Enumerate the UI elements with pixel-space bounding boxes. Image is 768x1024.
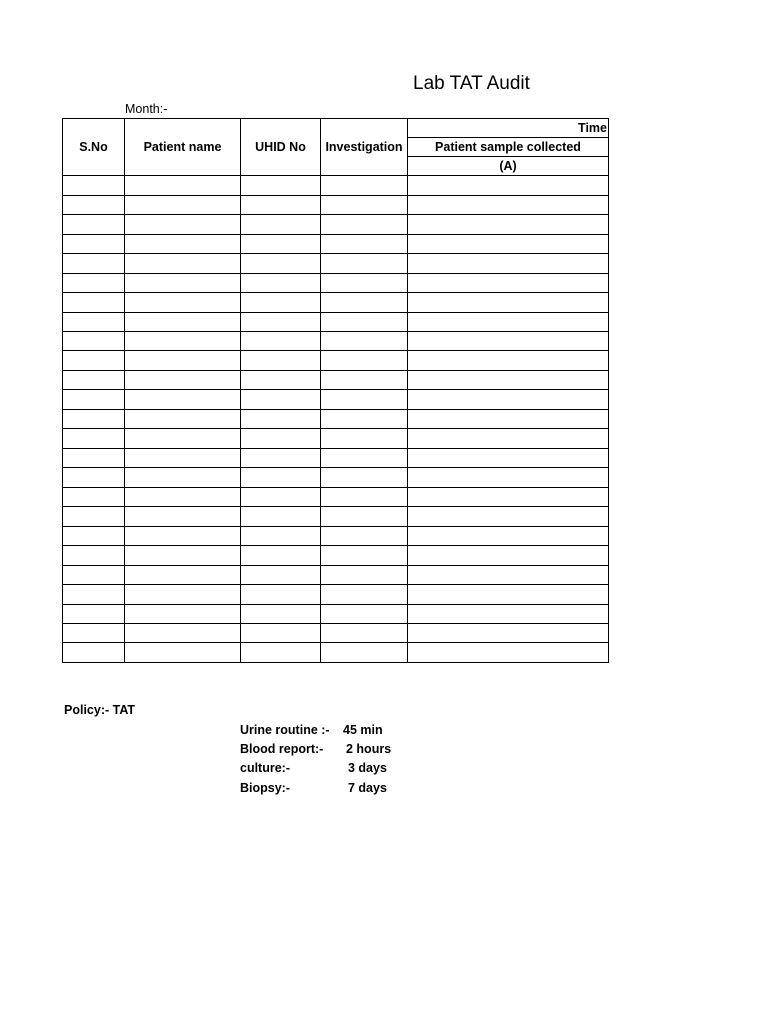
cell-investigation[interactable] xyxy=(321,409,408,428)
cell-patient-name[interactable] xyxy=(125,643,241,663)
cell-sample-collected[interactable] xyxy=(408,585,609,604)
cell-investigation[interactable] xyxy=(321,487,408,506)
cell-sno[interactable] xyxy=(63,624,125,643)
cell-uhid[interactable] xyxy=(241,254,321,273)
cell-sample-collected[interactable] xyxy=(408,390,609,409)
cell-investigation[interactable] xyxy=(321,448,408,467)
cell-sample-collected[interactable] xyxy=(408,370,609,389)
cell-sno[interactable] xyxy=(63,293,125,312)
cell-sno[interactable] xyxy=(63,370,125,389)
cell-sample-collected[interactable] xyxy=(408,546,609,565)
cell-sample-collected[interactable] xyxy=(408,331,609,350)
cell-sample-collected[interactable] xyxy=(408,643,609,663)
header-time: Time xyxy=(408,119,609,138)
tat-value: 7 days xyxy=(348,781,387,795)
cell-investigation[interactable] xyxy=(321,604,408,623)
cell-sno[interactable] xyxy=(63,565,125,584)
cell-sample-collected[interactable] xyxy=(408,195,609,214)
cell-uhid[interactable] xyxy=(241,546,321,565)
cell-sample-collected[interactable] xyxy=(408,293,609,312)
table-row xyxy=(63,215,609,234)
cell-sample-collected[interactable] xyxy=(408,254,609,273)
table-row xyxy=(63,293,609,312)
document-title: Lab TAT Audit xyxy=(413,73,530,94)
policy-title: Policy:- TAT xyxy=(64,703,136,717)
cell-sno[interactable] xyxy=(63,507,125,526)
table-row xyxy=(63,624,609,643)
cell-patient-name[interactable] xyxy=(125,468,241,487)
table-row xyxy=(63,604,609,623)
cell-investigation[interactable] xyxy=(321,370,408,389)
cell-uhid[interactable] xyxy=(241,176,321,195)
table-row xyxy=(63,254,609,273)
cell-uhid[interactable] xyxy=(241,526,321,545)
cell-patient-name[interactable] xyxy=(125,331,241,350)
tat-name: Urine routine :- xyxy=(240,723,330,737)
cell-uhid[interactable] xyxy=(241,234,321,253)
cell-sno[interactable] xyxy=(63,448,125,467)
cell-sno[interactable] xyxy=(63,390,125,409)
cell-investigation[interactable] xyxy=(321,215,408,234)
tat-value: 45 min xyxy=(343,723,383,737)
cell-patient-name[interactable] xyxy=(125,604,241,623)
tat-name: Blood report:- xyxy=(240,742,324,756)
table-row xyxy=(63,448,609,467)
cell-sno[interactable] xyxy=(63,429,125,448)
table-row xyxy=(63,409,609,428)
cell-sno[interactable] xyxy=(63,234,125,253)
cell-patient-name[interactable] xyxy=(125,487,241,506)
cell-investigation[interactable] xyxy=(321,468,408,487)
cell-patient-name[interactable] xyxy=(125,507,241,526)
cell-investigation[interactable] xyxy=(321,526,408,545)
cell-investigation[interactable] xyxy=(321,429,408,448)
tat-value: 3 days xyxy=(348,761,387,775)
cell-patient-name[interactable] xyxy=(125,390,241,409)
table-row xyxy=(63,370,609,389)
cell-sample-collected[interactable] xyxy=(408,312,609,331)
cell-uhid[interactable] xyxy=(241,507,321,526)
cell-patient-name[interactable] xyxy=(125,526,241,545)
cell-patient-name[interactable] xyxy=(125,312,241,331)
cell-sno[interactable] xyxy=(63,643,125,663)
cell-uhid[interactable] xyxy=(241,624,321,643)
table-row xyxy=(63,546,609,565)
month-label: Month:- xyxy=(125,102,168,116)
cell-investigation[interactable] xyxy=(321,507,408,526)
cell-sample-collected[interactable] xyxy=(408,624,609,643)
tat-row xyxy=(240,780,440,799)
cell-patient-name[interactable] xyxy=(125,273,241,292)
cell-investigation[interactable] xyxy=(321,390,408,409)
cell-uhid[interactable] xyxy=(241,643,321,663)
cell-sno[interactable] xyxy=(63,312,125,331)
cell-patient-name[interactable] xyxy=(125,234,241,253)
cell-sample-collected[interactable] xyxy=(408,273,609,292)
cell-sample-collected[interactable] xyxy=(408,176,609,195)
cell-investigation[interactable] xyxy=(321,234,408,253)
cell-investigation[interactable] xyxy=(321,176,408,195)
table-row xyxy=(63,312,609,331)
cell-investigation[interactable] xyxy=(321,643,408,663)
cell-sno[interactable] xyxy=(63,409,125,428)
cell-uhid[interactable] xyxy=(241,448,321,467)
table-row xyxy=(63,234,609,253)
table-row xyxy=(63,331,609,350)
cell-uhid[interactable] xyxy=(241,293,321,312)
cell-uhid[interactable] xyxy=(241,312,321,331)
cell-uhid[interactable] xyxy=(241,487,321,506)
table-row xyxy=(63,176,609,195)
cell-uhid[interactable] xyxy=(241,429,321,448)
cell-investigation[interactable] xyxy=(321,312,408,331)
header-sample-collected-code: (A) xyxy=(408,157,609,176)
cell-investigation[interactable] xyxy=(321,293,408,312)
header-sample-collected: Patient sample collected xyxy=(408,138,609,157)
table-row xyxy=(63,429,609,448)
cell-sample-collected[interactable] xyxy=(408,565,609,584)
cell-sno[interactable] xyxy=(63,487,125,506)
cell-investigation[interactable] xyxy=(321,273,408,292)
cell-patient-name[interactable] xyxy=(125,429,241,448)
cell-investigation[interactable] xyxy=(321,565,408,584)
cell-patient-name[interactable] xyxy=(125,448,241,467)
cell-sample-collected[interactable] xyxy=(408,468,609,487)
cell-investigation[interactable] xyxy=(321,195,408,214)
cell-sno[interactable] xyxy=(63,215,125,234)
header-patient-name: Patient name xyxy=(125,119,241,176)
cell-uhid[interactable] xyxy=(241,409,321,428)
cell-investigation[interactable] xyxy=(321,546,408,565)
cell-investigation[interactable] xyxy=(321,351,408,370)
cell-sample-collected[interactable] xyxy=(408,604,609,623)
table-row xyxy=(63,487,609,506)
header-uhid: UHID No xyxy=(241,119,321,176)
tat-row xyxy=(240,722,440,741)
cell-uhid[interactable] xyxy=(241,273,321,292)
cell-patient-name[interactable] xyxy=(125,351,241,370)
tat-row xyxy=(240,741,440,760)
table-row xyxy=(63,526,609,545)
cell-sno[interactable] xyxy=(63,526,125,545)
cell-uhid[interactable] xyxy=(241,390,321,409)
cell-sno[interactable] xyxy=(63,176,125,195)
cell-sample-collected[interactable] xyxy=(408,409,609,428)
cell-patient-name[interactable] xyxy=(125,546,241,565)
cell-patient-name[interactable] xyxy=(125,293,241,312)
cell-sample-collected[interactable] xyxy=(408,215,609,234)
cell-sno[interactable] xyxy=(63,273,125,292)
cell-uhid[interactable] xyxy=(241,468,321,487)
cell-patient-name[interactable] xyxy=(125,409,241,428)
table-row xyxy=(63,643,609,663)
cell-uhid[interactable] xyxy=(241,195,321,214)
cell-sno[interactable] xyxy=(63,546,125,565)
tat-name: Biopsy:- xyxy=(240,781,290,795)
cell-uhid[interactable] xyxy=(241,215,321,234)
cell-investigation[interactable] xyxy=(321,585,408,604)
tat-value: 2 hours xyxy=(346,742,392,756)
cell-uhid[interactable] xyxy=(241,604,321,623)
cell-sno[interactable] xyxy=(63,604,125,623)
cell-patient-name[interactable] xyxy=(125,254,241,273)
cell-patient-name[interactable] xyxy=(125,565,241,584)
table-row xyxy=(63,195,609,214)
cell-sample-collected[interactable] xyxy=(408,234,609,253)
cell-uhid[interactable] xyxy=(241,331,321,350)
cell-uhid[interactable] xyxy=(241,585,321,604)
table-row xyxy=(63,468,609,487)
table-row xyxy=(63,351,609,370)
table-row xyxy=(63,390,609,409)
cell-patient-name[interactable] xyxy=(125,370,241,389)
cell-uhid[interactable] xyxy=(241,565,321,584)
cell-sample-collected[interactable] xyxy=(408,448,609,467)
cell-sample-collected[interactable] xyxy=(408,526,609,545)
table-row xyxy=(63,273,609,292)
tat-row xyxy=(240,760,440,779)
cell-investigation[interactable] xyxy=(321,624,408,643)
cell-sample-collected[interactable] xyxy=(408,507,609,526)
cell-sno[interactable] xyxy=(63,585,125,604)
cell-uhid[interactable] xyxy=(241,370,321,389)
table-row xyxy=(63,507,609,526)
table-row xyxy=(63,565,609,584)
cell-patient-name[interactable] xyxy=(125,195,241,214)
cell-sno[interactable] xyxy=(63,254,125,273)
tat-name: culture:- xyxy=(240,761,290,775)
cell-patient-name[interactable] xyxy=(125,215,241,234)
cell-sample-collected[interactable] xyxy=(408,351,609,370)
audit-table xyxy=(62,118,609,663)
cell-investigation[interactable] xyxy=(321,254,408,273)
table-row xyxy=(63,585,609,604)
cell-investigation[interactable] xyxy=(321,331,408,350)
cell-sno[interactable] xyxy=(63,468,125,487)
cell-sno[interactable] xyxy=(63,195,125,214)
header-sno: S.No xyxy=(63,119,125,176)
cell-patient-name[interactable] xyxy=(125,585,241,604)
cell-patient-name[interactable] xyxy=(125,624,241,643)
cell-sno[interactable] xyxy=(63,331,125,350)
cell-sample-collected[interactable] xyxy=(408,429,609,448)
cell-patient-name[interactable] xyxy=(125,176,241,195)
cell-uhid[interactable] xyxy=(241,351,321,370)
cell-sample-collected[interactable] xyxy=(408,487,609,506)
cell-sno[interactable] xyxy=(63,351,125,370)
header-investigation: Investigation xyxy=(321,119,408,176)
